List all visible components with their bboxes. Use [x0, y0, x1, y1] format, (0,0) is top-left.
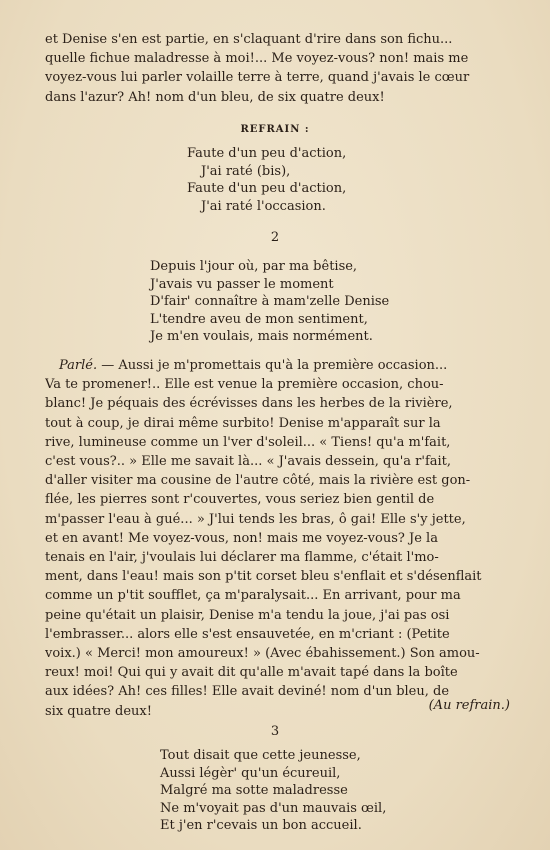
- verse-line: J'ai raté (bis),: [201, 163, 291, 179]
- text-line: Va te promener!.. Elle est venue la première occasion, chou-: [45, 377, 444, 393]
- text-line: c'est vous?.. » Elle me savait là... « J'avais dessein, qu'a r'fait,: [45, 454, 452, 470]
- text-line: tout à coup, je dirai même surbito! Denise m'apparaît sur la: [45, 415, 441, 431]
- parle-line-0: — Aussi je m'promettais qu'à la première occasion...: [101, 358, 448, 373]
- parle-paragraph: [45, 356, 503, 721]
- verse-line: Je m'en voulais, mais normément.: [150, 329, 373, 344]
- text-line: tenais en l'air, j'voulais lui déclarer ma flamme, c'était l'mo-: [45, 550, 439, 566]
- stanza-number: 2: [270, 230, 280, 245]
- parle-label: Parlé.: [59, 358, 98, 373]
- text-line: six quatre deux!: [45, 703, 152, 719]
- text-line: d'aller visiter ma cousine de l'autre côté, mais la rivière est gon-: [45, 473, 471, 489]
- verse-line: L'tendre aveu de mon sentiment,: [150, 311, 368, 327]
- text-line: peine qu'était un plaisir, Denise m'a tendu la joue, j'ai pas osi: [45, 607, 450, 623]
- text-line: voix.) « Merci! mon amoureux! » (Avec ébahissement.) Son amou-: [45, 646, 480, 662]
- verse-line: Faute d'un peu d'action,: [187, 181, 347, 196]
- refrain-heading: REFRAIN :: [240, 124, 310, 135]
- stanza-number: 3: [270, 724, 280, 739]
- verse-line: D'fair' connaître à mam'zelle Denise: [150, 294, 390, 309]
- text-line: ment, dans l'eau! mais son p'tit corset bleu s'enflait et s'désenflait: [45, 569, 482, 585]
- text-line: et Denise s'en est partie, en s'claquant d'rire dans son fichu...: [45, 32, 453, 47]
- text-line: reux! moi! Qui qui y avait dit qu'alle m'avait tapé dans la boîte: [45, 665, 458, 681]
- text-line: comme un p'tit soufflet, ça m'paralysait... En arrivant, pour ma: [45, 588, 461, 604]
- verse-line: J'ai raté l'occasion.: [201, 198, 326, 214]
- text-line: [45, 356, 503, 375]
- stanza-2-verse: [150, 258, 389, 346]
- verse-line: J'avais vu passer le moment: [150, 276, 334, 292]
- text-line: quelle fichue maladresse à moi!... Me voyez-vous? non! mais me: [45, 51, 469, 67]
- text-line: voyez-vous lui parler volaille terre à terre, quand j'avais le cœur: [45, 70, 470, 86]
- verse-line: Ne m'voyait pas d'un mauvais œil,: [160, 800, 387, 816]
- text-line: blanc! Je péquais des écrévisses dans les herbes de la rivière,: [45, 396, 453, 412]
- verse-line: Depuis l'jour où, par ma bêtise,: [150, 259, 358, 274]
- verse-line: Faute d'un peu d'action,: [187, 146, 347, 161]
- text-line: l'embrasser... alors elle s'est ensauvetée, en m'criant : (Petite: [45, 626, 450, 642]
- verse-line: Tout disait que cette jeunesse,: [160, 748, 361, 763]
- text-line: et en avant! Me voyez-vous, non! mais me voyez-vous? Je la: [45, 530, 438, 546]
- text-line: m'passer l'eau à gué... » J'lui tends les bras, ô gai! Elle s'y jette,: [45, 511, 466, 527]
- text-line: rive, lumineuse comme un l'ver d'soleil... « Tiens! qu'a m'fait,: [45, 434, 451, 450]
- verse-line: Aussi légèr' qu'un écureuil,: [160, 765, 341, 781]
- verse-line: Et j'en r'cevais un bon accueil.: [160, 818, 362, 833]
- opening-paragraph: [45, 30, 503, 107]
- stanza-3-verse: [160, 747, 386, 835]
- verse-line: Malgré ma sotte maladresse: [160, 783, 348, 798]
- text-line: flée, les pierres sont r'couvertes, vous seriez bien gentil de: [45, 492, 435, 508]
- au-refrain-note: (Au refrain.): [428, 698, 510, 713]
- text-line: dans l'azur? Ah! nom d'un bleu, de six quatre deux!: [45, 89, 385, 105]
- text-line: aux idées? Ah! ces filles! Elle avait deviné! nom d'un bleu, de: [45, 684, 450, 700]
- refrain-verse: [187, 145, 346, 215]
